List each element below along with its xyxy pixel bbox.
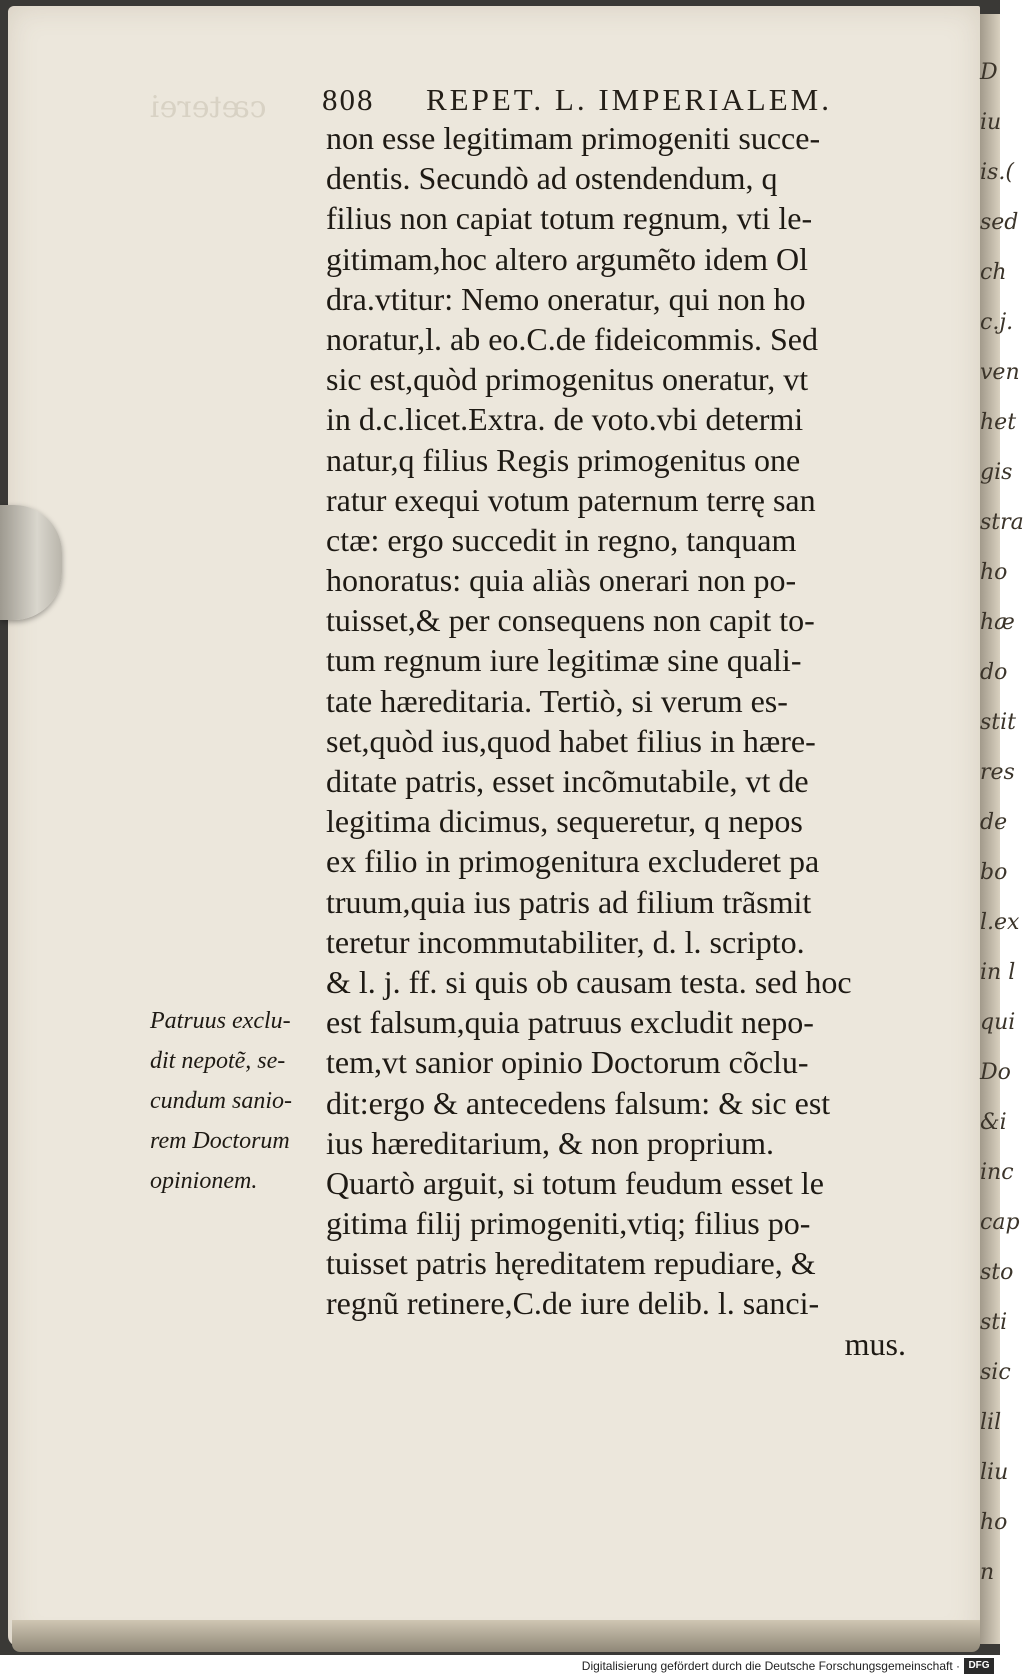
text-line: ex filio in primogenitura excluderet pa — [326, 843, 820, 880]
facing-page-fragment: stra — [980, 510, 1024, 535]
facing-page-fragment: hæ — [980, 610, 1015, 635]
text-line: honoratus: quia aliàs onerari non po- — [326, 562, 797, 599]
footer-bar — [0, 1655, 1000, 1679]
margin-note-line: Patruus exclu- — [150, 1008, 291, 1034]
facing-page-fragment: Do — [980, 1060, 1011, 1085]
text-line: noratur,l. ab eo.C.de fideicommis. Sed — [326, 320, 818, 357]
text-line: gitimam,hoc altero argumẽto idem Ol — [326, 240, 808, 277]
margin-note-line: opinionem. — [150, 1168, 258, 1194]
text-line: ius hæreditarium, & non proprium. — [326, 1124, 774, 1161]
text-line: tem,vt sanior opinio Doctorum cõclu- — [326, 1044, 809, 1081]
facing-page-fragment: sic — [980, 1360, 1011, 1385]
facing-page-fragment: iu — [980, 110, 1002, 135]
text-line: legitima dicimus, sequeretur, q nepos — [326, 803, 803, 840]
facing-page-fragment: lil — [980, 1410, 1002, 1435]
page-edge — [12, 1620, 980, 1652]
facing-page-fragment: ho — [980, 560, 1008, 585]
margin-note-line: dit nepotẽ, se- — [150, 1048, 286, 1074]
text-line: regnũ retinere,C.de iure delib. l. sanci- — [326, 1285, 820, 1322]
facing-page-fragment: D — [980, 60, 998, 85]
facing-page-fragment: c.j. — [980, 310, 1014, 335]
text-line: ditate patris, esset incõmutabile, vt de — [326, 763, 809, 799]
facing-page-fragment: in l — [980, 960, 1016, 985]
text-line: in d.c.licet.Extra. de voto.vbi determi — [326, 401, 804, 438]
dfg-logo: DFG — [964, 1658, 994, 1674]
bleed-through-text: cæterei — [150, 90, 267, 125]
text-line: tuisset patris hęreditatem repudiare, & — [326, 1245, 816, 1282]
facing-page-fragment: l.ex — [980, 910, 1020, 935]
text-line: ctæ: ergo succedit in regno, tanquam — [326, 521, 797, 558]
margin-note-line: cundum sanio- — [150, 1088, 292, 1114]
text-line: est falsum,quia patruus excludit nepo- — [326, 1004, 814, 1041]
text-line: natur,q filius Regis primogenitus one — [326, 441, 801, 478]
facing-page-fragment: n — [980, 1560, 995, 1585]
text-line: Quartò arguit, si totum feudum esset le — [326, 1164, 824, 1201]
page-number: 808 — [322, 82, 375, 117]
text-line: dit:ergo & antecedens falsum: & sic est — [326, 1084, 831, 1121]
text-line: tuisset,& per consequens non capit to- — [326, 602, 815, 639]
text-line: gitima filij primogeniti,vtiq; filius po- — [326, 1205, 811, 1242]
facing-page-fragment: qui — [980, 1010, 1016, 1035]
text-line: non esse legitimam primogeniti succe- — [326, 120, 821, 156]
facing-page-fragment: cap — [980, 1210, 1020, 1235]
text-line: tate hæreditaria. Tertiò, si verum es- — [326, 682, 788, 719]
margin-note-line: rem Doctorum — [150, 1128, 290, 1154]
text-line: sic est,quòd primogenitus oneratur, vt — [326, 361, 809, 398]
facing-page-fragment: ho — [980, 1510, 1008, 1535]
facing-page-fragment: ven — [980, 360, 1020, 385]
facing-page-fragment: &i — [980, 1110, 1007, 1135]
facing-page-fragment: ch — [980, 260, 1007, 285]
text-line: mus. — [844, 1325, 906, 1362]
text-line: truum,quia ius patris ad filium trãsmit — [326, 883, 812, 920]
text-line: & l. j. ff. si quis ob causam testa. sed hoc — [326, 963, 852, 1000]
facing-page-fragment: gis — [980, 460, 1013, 485]
facing-page-fragment: sti — [980, 1310, 1008, 1335]
facing-page-fragment: bo — [980, 860, 1008, 885]
text-line: tum regnum iure legitimæ sine quali- — [326, 642, 802, 679]
facing-page-fragment: inc — [980, 1160, 1014, 1185]
text-line: set,quòd ius,quod habet filius in hære- — [326, 722, 816, 759]
main-text-block — [326, 118, 926, 1364]
text-line: ratur exequi votum paternum terrę san — [326, 481, 816, 518]
facing-page-fragment: het — [980, 410, 1017, 435]
facing-page-fragment: is.( — [980, 160, 1014, 185]
facing-page-fragment: de — [980, 810, 1008, 835]
text-line: dentis. Secundò ad ostendendum, q — [326, 160, 778, 197]
text-line: teretur incommutabiliter, d. l. scripto. — [326, 923, 805, 960]
marginal-note — [150, 1001, 320, 1201]
text-line: dra.vtitur: Nemo oneratur, qui non ho — [326, 280, 806, 317]
facing-page-fragment: sto — [980, 1260, 1014, 1285]
running-title: REPET. L. IMPERIALEM. — [426, 82, 832, 117]
facing-page-fragment: liu — [980, 1460, 1009, 1485]
facing-page-fragment: stit — [980, 710, 1017, 735]
facing-page-fragment: res — [980, 760, 1015, 785]
facing-page-fragment: do — [980, 660, 1008, 685]
text-line: filius non capiat totum regnum, vti le- — [326, 200, 813, 237]
facing-page-fragment: sed — [980, 210, 1019, 235]
funding-credit: Digitalisierung gefördert durch die Deutsche Forschungsgemeinschaft · — [581, 1659, 960, 1673]
